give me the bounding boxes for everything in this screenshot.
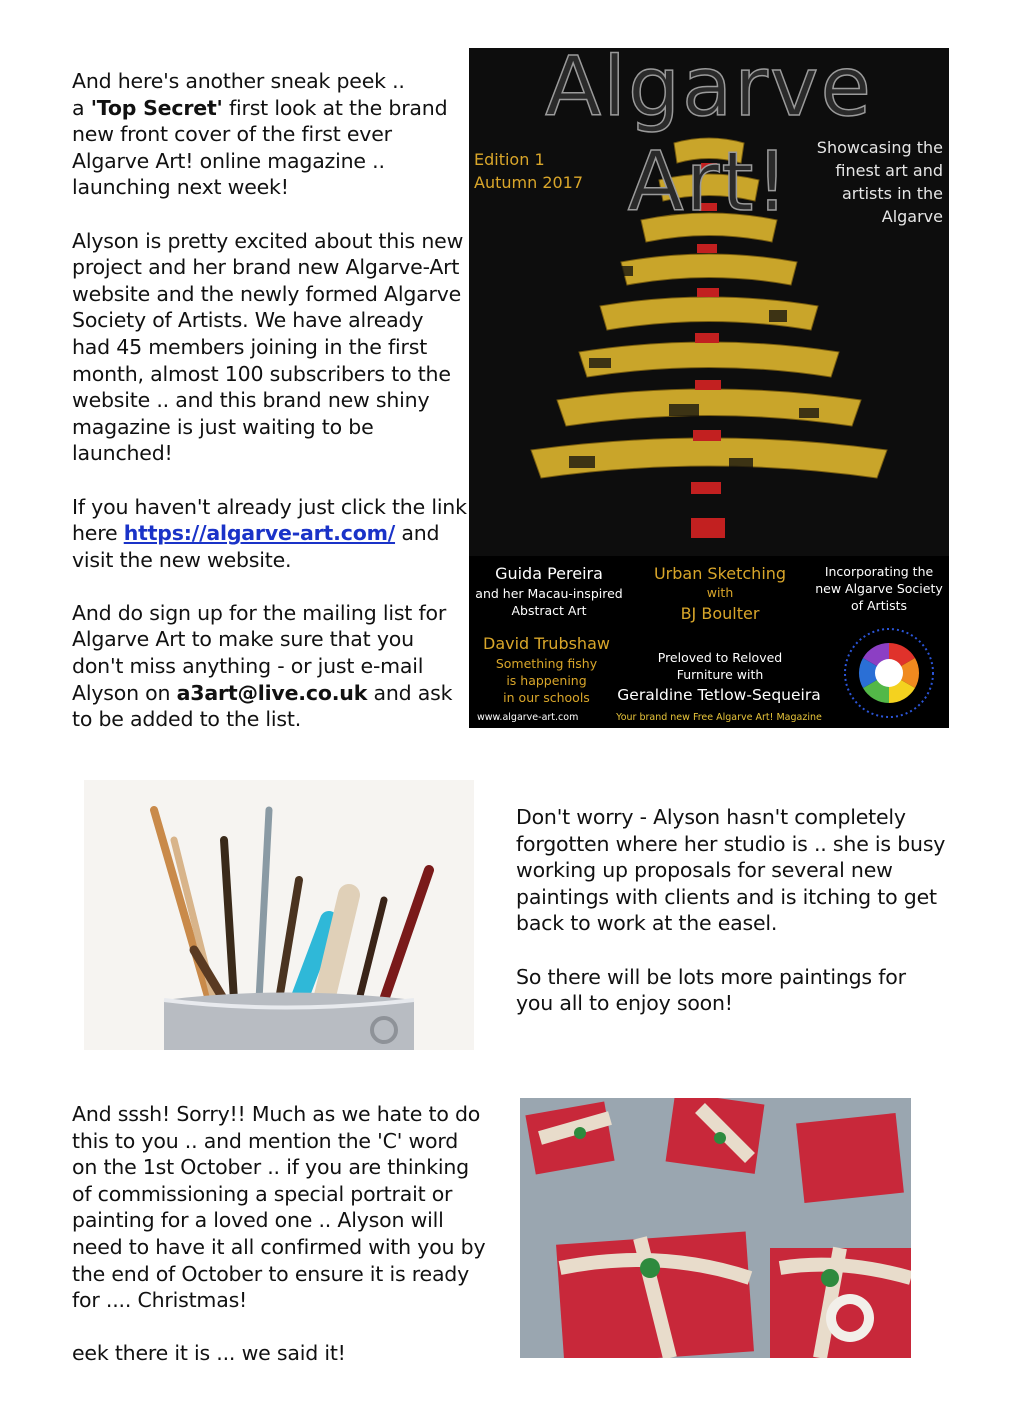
email-address: a3art@live.co.uk bbox=[176, 680, 368, 705]
cover-tagline: Showcasing the finest art and artists in the Algarve bbox=[816, 138, 943, 226]
christmas-paragraph: And sssh! Sorry!! Much as we hate to do this to you .. and mention the 'C' word on the 1st October .. if you are thinking of commissioning a special portrait or painting for a loved one .. Alyson will need to have it all confirmed with you by the end of October to ensure it is ready for .... Christmas! bbox=[72, 1102, 486, 1313]
mailing-paragraph bbox=[72, 600, 467, 733]
intro-a: a bbox=[72, 95, 91, 120]
studio-text-block bbox=[516, 804, 946, 1017]
paint-brushes-photo bbox=[84, 780, 474, 1050]
cover-david-name: David Trubshaw bbox=[483, 634, 610, 653]
magazine-cover bbox=[469, 48, 949, 728]
cover-edition bbox=[474, 148, 583, 194]
intro-paragraph bbox=[72, 68, 467, 201]
cover-geraldine: Geraldine Tetlow-Sequeira bbox=[617, 686, 821, 704]
intro-rest: first look at the brand new front cover of the first ever Algarve Art! online magazine .. launching next week! bbox=[72, 95, 448, 200]
top-secret-text: 'Top Secret' bbox=[90, 95, 223, 120]
incorp-line1: Incorporating the bbox=[824, 564, 934, 579]
edition-label: Edition 1 bbox=[474, 150, 545, 169]
paintings-paragraph: So there will be lots more paintings for you all to enjoy soon! bbox=[516, 964, 906, 1016]
cover-urban-with: with bbox=[706, 585, 734, 600]
brushes-illustration bbox=[84, 780, 474, 1050]
cover-urban-name: BJ Boulter bbox=[680, 604, 760, 623]
cover-masthead: Algarve Art! bbox=[545, 48, 873, 230]
cover-david-desc bbox=[469, 655, 624, 706]
cover-preloved bbox=[639, 649, 801, 683]
mailing-before: And do sign up for the mailing list for Algarve Art to make sure that you don't miss anything - or just e-mail Alyson on bbox=[72, 600, 447, 705]
preloved-line1: Preloved to Reloved bbox=[657, 650, 783, 665]
cover-guida-desc bbox=[469, 585, 629, 619]
cover-guida-name: Guida Pereira bbox=[495, 564, 603, 583]
guida-desc-line1: and her Macau-inspired bbox=[475, 586, 623, 601]
david-desc-line3: in our schools bbox=[503, 690, 590, 705]
mailing-after: and ask to be added to the list. bbox=[72, 680, 453, 732]
intro-line: And here's another sneak peek .. bbox=[72, 69, 405, 93]
eek-paragraph: eek there it is ... we said it! bbox=[72, 1341, 346, 1366]
gifts-illustration bbox=[520, 1098, 911, 1358]
preloved-line2: Furniture with bbox=[676, 667, 764, 682]
christmas-text-block bbox=[72, 1101, 487, 1367]
season-label: Autumn 2017 bbox=[474, 173, 584, 192]
incorp-line2: new Algarve Society bbox=[815, 581, 943, 596]
cover-website: www.algarve-art.com bbox=[477, 712, 579, 723]
website-link[interactable]: https://algarve-art.com/ bbox=[123, 521, 396, 546]
project-paragraph: Alyson is pretty excited about this new project and her brand new Algarve-Art website and the newly formed Algarve Society of Artists. We have already had 45 members joining in the first month, almost 100 subscribers to the website .. and this brand new shiny magazine is just waiting to be launched! bbox=[72, 228, 464, 466]
cover-footer: Your brand new Free Algarve Art! Magazine bbox=[616, 712, 822, 723]
website-after: and visit the new website. bbox=[72, 521, 440, 572]
website-before: If you haven't already just click the link here bbox=[72, 494, 467, 546]
david-desc-line2: is happening bbox=[506, 673, 587, 688]
incorp-line3: of Artists bbox=[850, 598, 907, 613]
cover-incorporating bbox=[805, 563, 949, 614]
christmas-gifts-photo bbox=[520, 1098, 911, 1358]
guida-desc-line2: Abstract Art bbox=[511, 603, 587, 618]
david-desc-line1: Something fishy bbox=[495, 656, 598, 671]
website-paragraph bbox=[72, 494, 467, 574]
intro-text-block bbox=[72, 68, 467, 733]
cover-urban-title: Urban Sketching bbox=[653, 564, 787, 583]
studio-paragraph: Don't worry - Alyson hasn't completely forgotten where her studio is .. she is busy working up proposals for several new paintings with clients and is itching to get back to work at the easel. bbox=[516, 805, 946, 936]
